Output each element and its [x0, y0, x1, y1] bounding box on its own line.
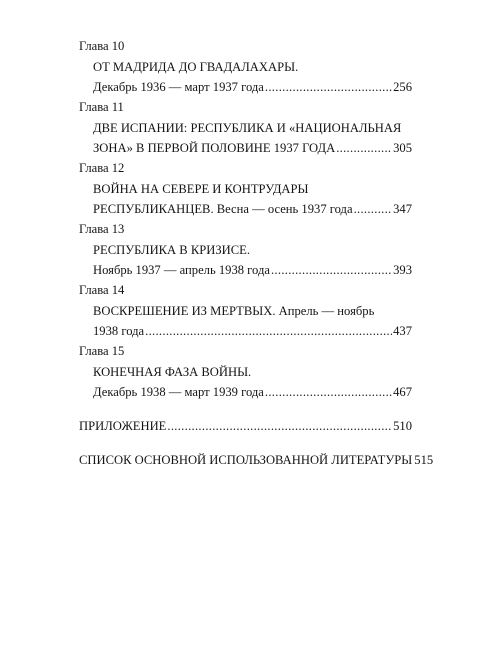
page-number: 515 [414, 453, 434, 467]
chapter-label: Глава 12 [79, 161, 125, 175]
chapter-title: ВОЙНА НА СЕВЕРЕ И КОНТРУДАРЫ [93, 182, 309, 196]
dot-leader [167, 417, 392, 436]
dot-leader [265, 383, 392, 402]
page-number: 467 [393, 385, 412, 399]
toc-chapter-14[interactable] [79, 281, 412, 342]
chapter-title [79, 302, 412, 322]
chapter-label: Глава 11 [79, 100, 124, 114]
toc-chapter-11[interactable] [79, 98, 412, 159]
page-number: 256 [393, 80, 412, 94]
dot-leader [271, 261, 392, 280]
dot-leader [265, 78, 392, 97]
chapter-title-last-line [79, 200, 412, 220]
table-of-contents [79, 37, 434, 471]
page-number: 305 [393, 141, 412, 155]
chapter-label: Глава 15 [79, 344, 125, 358]
chapter-subtitle-line [79, 383, 412, 403]
toc-chapter-15[interactable] [79, 342, 412, 403]
chapter-title-dates: Апрель — ноябрь [275, 304, 375, 318]
page-number: 437 [393, 324, 412, 338]
chapter-label: Глава 14 [79, 283, 125, 297]
chapter-title: ОТ МАДРИДА ДО ГВАДАЛАХАРЫ. [93, 60, 299, 74]
toc-appendix[interactable] [79, 417, 412, 437]
chapter-label: Глава 13 [79, 222, 125, 236]
dot-leader [336, 139, 392, 158]
chapter-title-caps: ВОСКРЕШЕНИЕ ИЗ МЕРТВЫХ. [93, 304, 276, 318]
dot-leader [354, 200, 393, 219]
toc-chapter-12[interactable] [79, 159, 412, 220]
chapter-title: КОНЕЧНАЯ ФАЗА ВОЙНЫ. [93, 365, 252, 379]
appendix-title: ПРИЛОЖЕНИЕ [79, 419, 167, 433]
chapter-title: РЕСПУБЛИКА В КРИЗИСЕ. [93, 243, 250, 257]
page-number: 347 [393, 202, 412, 216]
chapter-subtitle: Декабрь 1936 — март 1937 года [93, 80, 264, 94]
chapter-title-last-line [79, 139, 412, 159]
toc-chapter-13[interactable] [79, 220, 412, 281]
chapter-title-continued: ЗОНА» В ПЕРВОЙ ПОЛОВИНЕ 1937 ГОДА [93, 141, 336, 155]
bibliography-title: СПИСОК ОСНОВНОЙ ИСПОЛЬЗОВАННОЙ ЛИТЕРАТУРЫ [79, 453, 413, 467]
chapter-subtitle: Ноябрь 1937 — апрель 1938 года [93, 263, 270, 277]
chapter-subtitle: Декабрь 1938 — март 1939 года [93, 385, 264, 399]
chapter-subtitle-line [79, 322, 412, 342]
chapter-label: Глава 10 [79, 39, 125, 53]
spacer [79, 403, 412, 417]
chapter-subtitle-line [79, 78, 412, 98]
dot-leader [145, 322, 392, 341]
chapter-subtitle: Весна — осень 1937 года [213, 202, 353, 216]
toc-chapter-10[interactable] [79, 37, 412, 98]
page-number: 393 [393, 263, 412, 277]
page-number: 510 [393, 419, 412, 433]
chapter-title-continued: РЕСПУБЛИКАНЦЕВ. [93, 202, 214, 216]
chapter-subtitle: 1938 года [93, 324, 145, 338]
chapter-title: ДВЕ ИСПАНИИ: РЕСПУБЛИКА И «НАЦИОНАЛЬНАЯ [93, 121, 402, 135]
toc-bibliography[interactable] [79, 451, 434, 471]
spacer [79, 437, 412, 451]
chapter-subtitle-line [79, 261, 412, 281]
